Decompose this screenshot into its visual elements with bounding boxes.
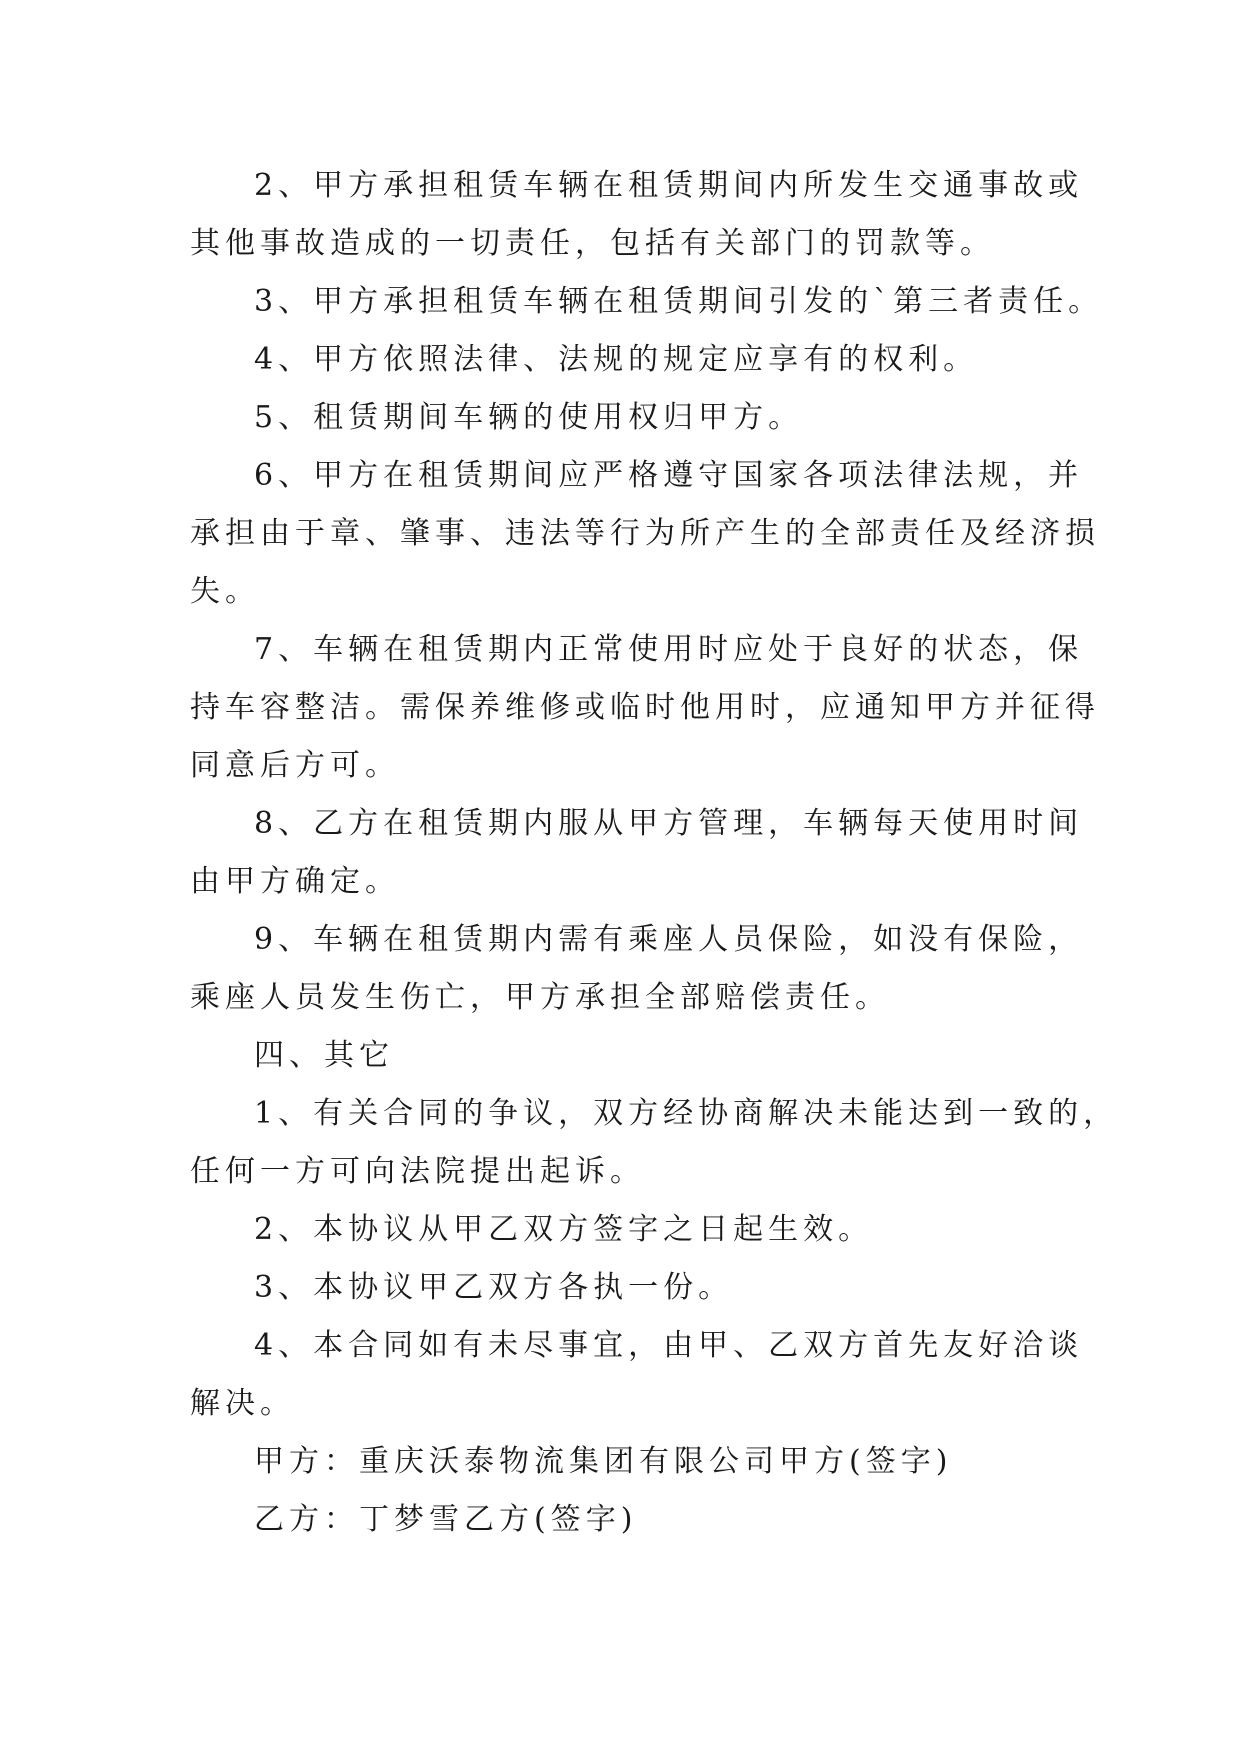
text-line: 3、甲方承担租赁车辆在租赁期间引发的`第三者责任。 [254, 284, 1104, 319]
text-line: 3、本协议甲乙双方各执一份。 [254, 1270, 734, 1305]
text-line: 1、有关合同的争议，双方经协商解决未能达到一致的， [254, 1096, 1119, 1131]
party-b-signature-line: 乙方：丁梦雪乙方(签字) [254, 1502, 638, 1537]
text-line: 解决。 [190, 1386, 295, 1421]
text-line: 失。 [190, 574, 260, 609]
party-a-signature-line: 甲方：重庆沃泰物流集团有限公司甲方(签字) [254, 1444, 953, 1479]
text-line: 乘座人员发生伤亡，甲方承担全部赔偿责任。 [190, 980, 890, 1015]
text-line: 5、租赁期间车辆的使用权归甲方。 [254, 400, 804, 435]
text-line: 同意后方可。 [190, 748, 400, 783]
text-line: 8、乙方在租赁期内服从甲方管理，车辆每天使用时间 [254, 806, 1084, 841]
text-line: 由甲方确定。 [190, 864, 400, 899]
text-line: 4、本合同如有未尽事宜，由甲、乙双方首先友好洽谈 [254, 1328, 1084, 1363]
section-heading: 四、其它 [254, 1038, 394, 1073]
text-line: 9、车辆在租赁期内需有乘座人员保险，如没有保险， [254, 922, 1084, 957]
text-line: 任何一方可向法院提出起诉。 [190, 1154, 645, 1189]
text-line: 7、车辆在租赁期内正常使用时应处于良好的状态，保 [254, 632, 1084, 667]
text-line: 2、甲方承担租赁车辆在租赁期间内所发生交通事故或 [254, 168, 1084, 203]
text-line: 其他事故造成的一切责任，包括有关部门的罚款等。 [190, 226, 995, 261]
text-line: 6、甲方在租赁期间应严格遵守国家各项法律法规，并 [254, 458, 1084, 493]
text-line: 持车容整洁。需保养维修或临时他用时，应通知甲方并征得 [190, 690, 1100, 725]
text-line: 承担由于章、肇事、违法等行为所产生的全部责任及经济损 [190, 516, 1100, 551]
text-line: 2、本协议从甲乙双方签字之日起生效。 [254, 1212, 874, 1247]
text-line: 4、甲方依照法律、法规的规定应享有的权利。 [254, 342, 979, 377]
